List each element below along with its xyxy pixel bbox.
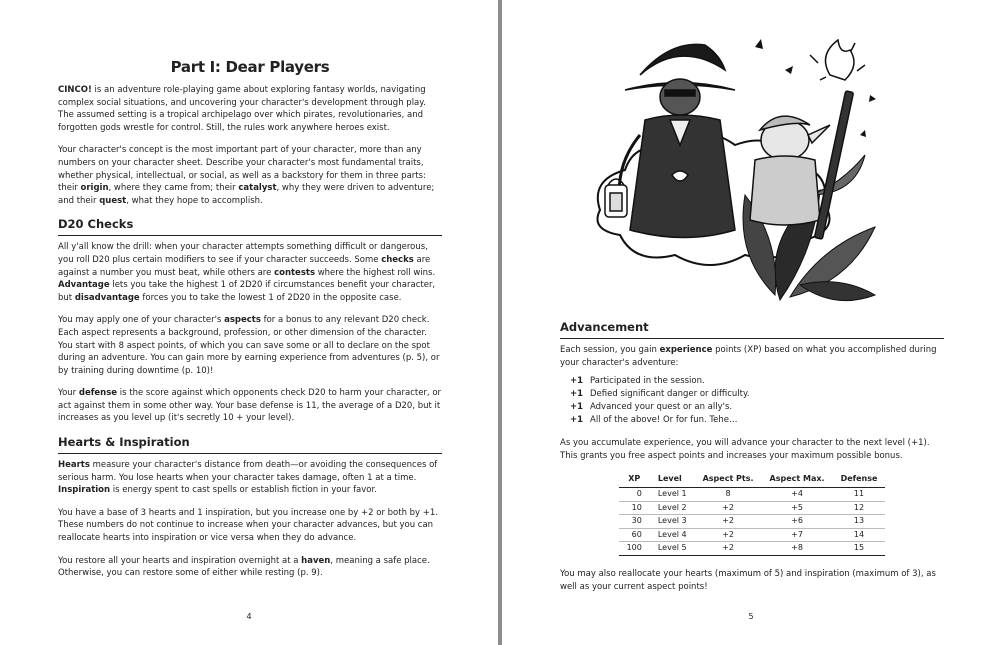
column-header: Defense bbox=[833, 472, 886, 487]
table-row: 60 Level 4 +2 +7 14 bbox=[619, 528, 886, 542]
hearts-paragraph-3: You restore all your hearts and inspiration overnight at a haven, meaning a safe place. Otherwise, you can restore some of either while resting (p. 9). bbox=[58, 555, 430, 579]
xp-bullet-list bbox=[570, 375, 944, 427]
left-page-content bbox=[58, 58, 442, 590]
pirate-captain-figure bbox=[619, 44, 735, 237]
level-table bbox=[619, 472, 886, 556]
table-row: 100 Level 5 +2 +8 15 bbox=[619, 542, 886, 556]
table-row: 30 Level 3 +2 +6 13 bbox=[619, 515, 886, 529]
column-header: XP bbox=[619, 472, 650, 487]
d20-paragraph-2: You may apply one of your character's aspects for a bonus to any relevant D20 check. Each aspect represents a background, profession, or other dimension of the character. You start with 8 aspect points, of which you can save some or all to declare on the spot during an adventure. You can gain more by earning experience from adventures (p. 5), or by training during downtime (p. 10)! bbox=[58, 315, 440, 376]
page-number-left: 4 bbox=[246, 612, 252, 621]
lantern-icon bbox=[605, 179, 627, 217]
hearts-inspiration-heading: Hearts & Inspiration bbox=[58, 435, 442, 454]
column-header: Aspect Pts. bbox=[695, 472, 762, 487]
table-row: 10 Level 2 +2 +5 12 bbox=[619, 501, 886, 515]
page-title: Part I: Dear Players bbox=[170, 58, 330, 76]
left-page bbox=[0, 0, 498, 645]
d20-paragraph-1: All y'all know the drill: when your character attempts something difficult or dangerous, you roll D20 plus certain modifiers to see if your character succeeds. Some checks are against a number you must beat, while others are contests where the highest roll wins. Advantage lets you take the highest 1 of 2D20 if circumstances benefit your character, but disadvantage forces you to take the lowest 1 of 2D20 in the opposite case. bbox=[58, 242, 436, 303]
list-item: +1 All of the above! Or for fun. Tehe… bbox=[570, 415, 738, 426]
pirate-illustration bbox=[580, 35, 880, 305]
table-header-row bbox=[619, 472, 886, 487]
hearts-paragraph-2: You have a base of 3 hearts and 1 inspiration, but you increase one by +2 or both by +1. These numbers do not continue to increase when your character advances, but you can reallocate hearts into inspiration or vice versa when they do advance. bbox=[58, 507, 439, 544]
d20-paragraph-3: Your defense is the score against which opponents check D20 to harm your character, or act against them in some other way. Your base defense is 11, the average of a D20, but it increases as you level up (it's secretly 10 + your level). bbox=[58, 388, 442, 424]
advancement-paragraph-3: You may also reallocate your hearts (maximum of 5) and inspiration (maximum of 3), as well as your current aspect points! bbox=[560, 568, 936, 592]
d20-checks-heading: D20 Checks bbox=[58, 217, 442, 236]
advancement-paragraph-1: Each session, you gain experience points (XP) based on what you accomplished during your character's adventure: bbox=[560, 345, 937, 368]
table-row: 0 Level 1 8 +4 11 bbox=[619, 487, 886, 501]
advancement-paragraph-2: As you accumulate experience, you will advance your character to the next level (+1). This grants you free aspect points and increases your maximum possible bonus. bbox=[560, 438, 930, 461]
list-item: +1 Participated in the session. bbox=[570, 376, 705, 387]
list-item: +1 Defied significant danger or difficulty. bbox=[570, 389, 750, 400]
right-page-content bbox=[560, 318, 944, 603]
column-header: Level bbox=[650, 472, 695, 487]
column-header: Aspect Max. bbox=[762, 472, 833, 487]
game-name: CINCO! bbox=[58, 85, 92, 95]
page-number-right: 5 bbox=[748, 612, 754, 621]
elf-figure bbox=[750, 116, 830, 225]
concept-paragraph: Your character's concept is the most important part of your character, more than any numbers on your character sheet. Describe your character's most fundamental traits, whether physical, intellectual, or social, as well as a backstory for them in three parts: their origin, where they came from; their catalyst, why they were driven to adventure; and their quest, what they hope to accomplish. bbox=[58, 145, 435, 206]
advancement-heading: Advancement bbox=[560, 320, 944, 339]
hearts-paragraph-1: Hearts measure your character's distance from death—or avoiding the consequences of serious harm. You lose hearts when your character takes damage, often 1 at a time. Inspiration is energy spent to cast spells or establish fiction in your favor. bbox=[58, 460, 438, 496]
intro-paragraph: CINCO! is an adventure role-playing game about exploring fantasy worlds, navigating complex social situations, and uncovering your character's development through play. The assumed setting is a tropical archipelago over which pirates, revolutionaries, and forgotten gods wrestle for control. Still, the rules work anywhere heroes exist. bbox=[58, 85, 426, 133]
list-item: +1 Advanced your quest or an ally's. bbox=[570, 402, 733, 413]
